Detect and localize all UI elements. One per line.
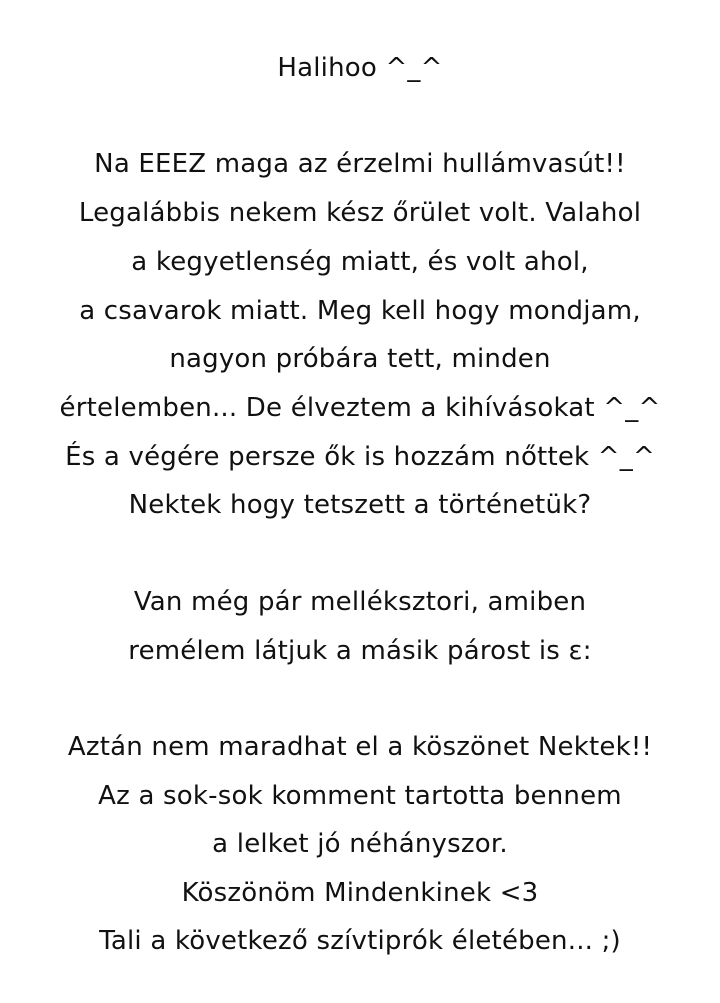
text-line: Van még pár melléksztori, amiben xyxy=(133,587,587,617)
text-line: Köszönöm Mindenkinek <3 xyxy=(181,878,539,908)
text-line: értelemben... De élveztem a kihívásokat ^_^ xyxy=(59,393,661,423)
text-line: a kegyetlenség miatt, és volt ahol, xyxy=(131,247,589,277)
text-line: Legalábbis nekem kész őrület volt. Valahol xyxy=(78,198,642,228)
greeting-line: Halihoo ^_^ xyxy=(277,53,443,83)
text-line: Aztán nem maradhat el a köszönet Nektek!! xyxy=(67,732,653,762)
text-line: Na EEEZ maga az érzelmi hullámvasút!! xyxy=(94,149,626,179)
text-line: Nektek hogy tetszett a történetük? xyxy=(128,490,592,520)
text-line: remélem látjuk a másik párost is ε: xyxy=(128,636,592,666)
text-line: nagyon próbára tett, minden xyxy=(169,344,551,374)
text-line: És a végére persze ők is hozzám nőttek ^_^ xyxy=(65,442,655,472)
text-line: a csavarok miatt. Meg kell hogy mondjam, xyxy=(79,296,641,326)
text-line: Tali a következő szívtiprók életében... ;) xyxy=(99,926,621,956)
text-line: Az a sok-sok komment tartotta bennem xyxy=(98,781,622,811)
text-line: a lelket jó néhányszor. xyxy=(212,829,508,859)
